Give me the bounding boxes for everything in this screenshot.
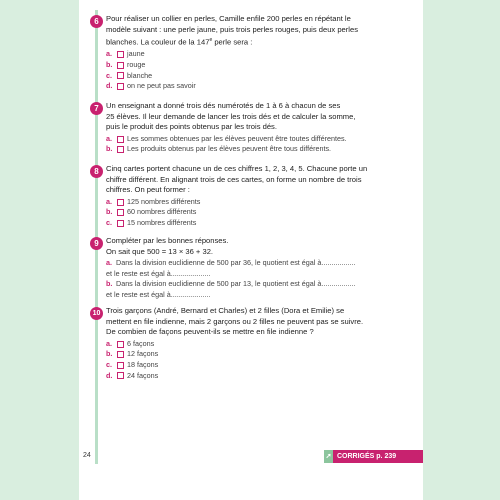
options-list xyxy=(106,49,420,91)
option-c[interactable]: c. blanche xyxy=(106,70,153,80)
options-list xyxy=(106,197,420,229)
arrow-icon: ➚ xyxy=(324,450,333,463)
option-a[interactable]: a. jaune xyxy=(106,49,145,59)
exercise-number-badge: 6 xyxy=(90,15,103,28)
checkbox-icon[interactable] xyxy=(117,220,124,227)
option-c[interactable]: c. 15 nombres différents xyxy=(106,217,197,227)
option-a[interactable]: a. Les sommes obtenues par les élèves peuvent être toutes différentes. xyxy=(106,133,347,143)
option-d[interactable]: d. 24 façons xyxy=(106,370,159,380)
option-c[interactable]: c. 18 façons xyxy=(106,359,159,369)
exercise-8 xyxy=(90,164,420,229)
options-list xyxy=(106,339,420,381)
checkbox-icon[interactable] xyxy=(117,372,124,379)
fill-in-line[interactable]: b. Dans la division euclidienne de 500 par 13, le quotient est égal à................. xyxy=(106,279,356,289)
corriges-label: CORRIGÉS p. 239 xyxy=(337,453,397,460)
corriges-link[interactable] xyxy=(324,450,423,463)
exercise-question: Trois garçons (André, Bernard et Charles) et 2 filles (Dora et Emilie) se mettent en file indienne, mais 2 garçons ou 2 filles ne peuvent pas se suivre. De combien de façons peuvent-ils se mettre en file indienne ? xyxy=(106,306,364,337)
right-margin-band xyxy=(423,0,500,500)
exercise-6 xyxy=(90,14,420,92)
page-number: 24 xyxy=(83,452,91,459)
exercise-number-badge: 7 xyxy=(90,102,103,115)
left-margin-band xyxy=(0,0,79,500)
options-list xyxy=(106,134,420,155)
fill-in-list xyxy=(106,258,420,300)
exercise-question: Pour réaliser un collier en perles, Camille enfile 200 perles en répétant le modèle suivant : une perle jaune, puis trois perles rouges, puis deux perles blanches. La couleur de la 147e perle sera : xyxy=(106,14,359,47)
option-d[interactable]: d. on ne peut pas savoir xyxy=(106,81,196,91)
exercise-7 xyxy=(90,101,420,155)
fill-in-line[interactable]: et le reste est égal à.................... xyxy=(106,268,211,278)
option-a[interactable]: a. 6 façons xyxy=(106,338,155,348)
option-b[interactable]: b. 60 nombres différents xyxy=(106,207,197,217)
exercise-number-badge: 9 xyxy=(90,237,103,250)
exercise-10 xyxy=(90,306,420,381)
checkbox-icon[interactable] xyxy=(117,62,124,69)
checkbox-icon[interactable] xyxy=(117,209,124,216)
checkbox-icon[interactable] xyxy=(117,146,124,153)
fill-in-line[interactable]: et le reste est égal à.................... xyxy=(106,289,211,299)
exercise-question: Cinq cartes portent chacune un de ces chiffres 1, 2, 3, 4, 5. Chacune porte un chiffre différent. En alignant trois de ces cartes, on forme un nombre de trois chiffres. On peut former : xyxy=(106,164,368,195)
checkbox-icon[interactable] xyxy=(117,51,124,58)
exercise-number-badge: 10 xyxy=(90,307,103,320)
option-b[interactable]: b. Les produits obtenus par les élèves peuvent être tous différents. xyxy=(106,144,332,154)
exercise-question: Compléter par les bonnes réponses. On sait que 500 = 13 × 36 + 32. xyxy=(106,236,229,256)
exercise-question: Un enseignant a donné trois dés numérotés de 1 à 6 à chacun de ses 25 élèves. Il leur demande de lancer les trois dés et de calculer la somme, puis le produit des points obtenus par les trois dés. xyxy=(106,101,356,132)
checkbox-icon[interactable] xyxy=(117,362,124,369)
checkbox-icon[interactable] xyxy=(117,341,124,348)
fill-in-line[interactable]: a. Dans la division euclidienne de 500 par 36, le quotient est égal à................. xyxy=(106,258,356,268)
exercise-number-badge: 8 xyxy=(90,165,103,178)
option-b[interactable]: b. rouge xyxy=(106,59,146,69)
checkbox-icon[interactable] xyxy=(117,136,124,143)
checkbox-icon[interactable] xyxy=(117,351,124,358)
option-a[interactable]: a. 125 nombres différents xyxy=(106,196,201,206)
exercise-9 xyxy=(90,236,420,301)
checkbox-icon[interactable] xyxy=(117,72,124,79)
checkbox-icon[interactable] xyxy=(117,199,124,206)
checkbox-icon[interactable] xyxy=(117,83,124,90)
option-b[interactable]: b. 12 façons xyxy=(106,349,159,359)
